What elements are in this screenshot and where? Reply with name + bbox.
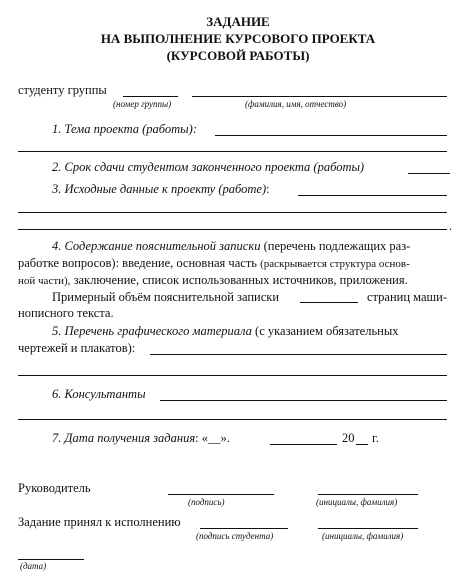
initials-hint: (инициалы, фамилия) — [316, 497, 398, 507]
date-month-field[interactable] — [270, 444, 337, 445]
title-line-3: (КУРСОВОЙ РАБОТЫ) — [166, 48, 310, 63]
graphics-field-line-2[interactable] — [18, 375, 447, 376]
date-received-line: 7. Дата получения задания: «__». — [52, 431, 230, 445]
date-field[interactable] — [18, 559, 84, 560]
student-signature-hint: (подпись студента) — [196, 531, 274, 541]
topic-field-line-2[interactable] — [18, 151, 447, 152]
year-prefix: 20 — [342, 431, 355, 445]
graphics-field[interactable] — [150, 354, 447, 355]
initial-data-field[interactable] — [298, 195, 447, 196]
contents-line-2: работке вопросов): введение, основная часть (раскрывается структура основ- — [18, 256, 410, 270]
topic-field[interactable] — [215, 135, 447, 136]
initial-data-label: 3. Исходные данные к проекту (работе): — [52, 182, 270, 196]
volume-line-1: Примерный объём пояснительной записки — [52, 290, 280, 304]
accepted-label: Задание принял к исполнению — [18, 515, 181, 529]
year-field[interactable] — [356, 444, 368, 445]
date-hint: (дата) — [20, 561, 47, 571]
initials-hint-2: (инициалы, фамилия) — [322, 531, 404, 541]
initial-data-line-3[interactable] — [18, 229, 447, 230]
consultants-label: 6. Консультанты — [52, 387, 146, 401]
student-group-label: студенту группы — [18, 83, 107, 97]
signature-hint: (подпись) — [188, 497, 225, 507]
student-name-hint: (фамилия, имя, отчество) — [245, 99, 347, 109]
supervisor-name-field[interactable] — [318, 494, 418, 495]
deadline-field[interactable] — [408, 173, 450, 174]
supervisor-label: Руководитель — [18, 481, 91, 495]
end-dot: . — [449, 219, 453, 233]
student-signature-field[interactable] — [200, 528, 288, 529]
initial-data-line-2[interactable] — [18, 212, 447, 213]
volume-line-2: нописного текста. — [18, 306, 114, 320]
contents-line-3: ной части), заключение, список использованных источников, приложения. — [18, 273, 408, 287]
volume-pages-field[interactable] — [300, 302, 358, 303]
volume-line-1-end: страниц маши- — [367, 290, 448, 304]
consultants-field[interactable] — [160, 400, 447, 401]
year-suffix: г. — [372, 431, 379, 445]
group-number-field[interactable] — [123, 96, 178, 97]
student-name-signature-field[interactable] — [318, 528, 418, 529]
student-name-field[interactable] — [192, 96, 447, 97]
graphics-line-1: 5. Перечень графического материала (с указанием обязательных — [52, 324, 399, 338]
title-line-1: ЗАДАНИЕ — [206, 14, 270, 29]
deadline-label: 2. Срок сдачи студентом законченного проекта (работы) — [52, 160, 365, 174]
topic-label: 1. Тема проекта (работы): — [52, 122, 197, 136]
graphics-line-2: чертежей и плакатов): — [18, 341, 136, 355]
consultants-field-line-2[interactable] — [18, 419, 447, 420]
supervisor-signature-field[interactable] — [168, 494, 274, 495]
group-number-hint: (номер группы) — [113, 99, 172, 109]
contents-line-1: 4. Содержание пояснительной записки (перечень подлежащих раз- — [52, 239, 411, 253]
title-line-2: НА ВЫПОЛНЕНИЕ КУРСОВОГО ПРОЕКТА — [100, 31, 376, 46]
